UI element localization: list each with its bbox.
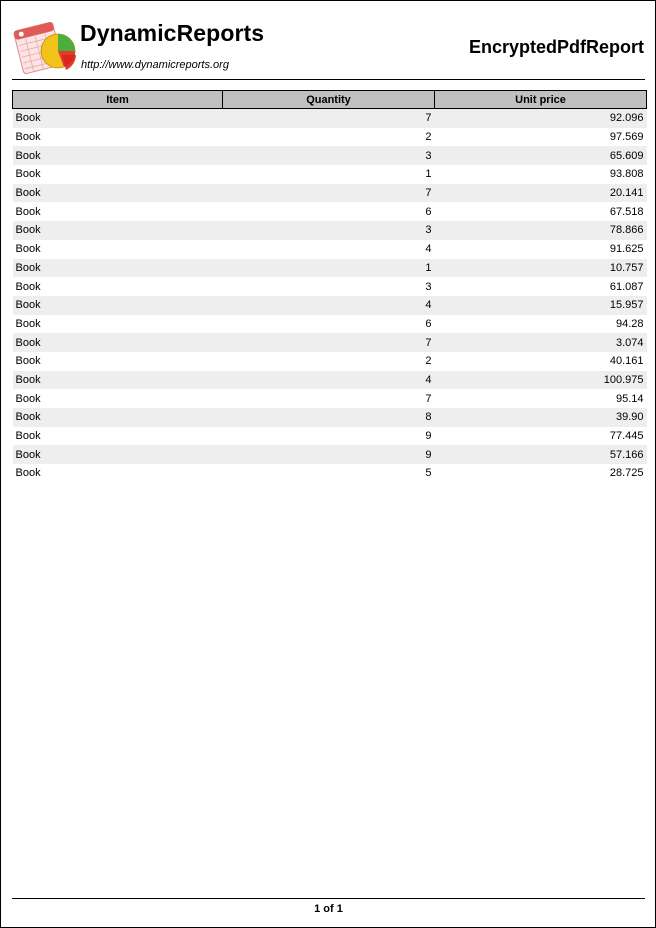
- cell-quantity: 6: [425, 205, 432, 218]
- cell-item: Book: [13, 184, 223, 203]
- table-row: [13, 464, 647, 483]
- table-row: [13, 146, 647, 165]
- table-row: [13, 445, 647, 464]
- cell-item: Book: [13, 109, 223, 128]
- cell-unit-price: 77.445: [609, 430, 644, 443]
- cell-unit-price: 91.625: [609, 243, 644, 256]
- cell-item: Book: [13, 408, 223, 427]
- cell-unit-price: 65.609: [435, 146, 647, 165]
- page-number: 1 of 1: [314, 903, 343, 915]
- cell-unit-price: 78.866: [435, 221, 647, 240]
- table-row: [13, 296, 647, 315]
- header-divider: [12, 79, 645, 80]
- table-row: [13, 240, 647, 259]
- report-table: [12, 90, 647, 483]
- cell-unit-price: 97.569: [609, 131, 644, 144]
- cell-unit-price: 93.808: [609, 168, 644, 181]
- dynamicreports-logo-icon: [12, 15, 78, 75]
- cell-unit-price: 15.957: [435, 296, 647, 315]
- cell-item: Book: [15, 467, 41, 480]
- table-row: [13, 408, 647, 427]
- cell-item: Book: [15, 205, 41, 218]
- cell-item: Book: [13, 333, 223, 352]
- column-header-quantity: Quantity: [223, 91, 435, 109]
- table-row: [13, 315, 647, 334]
- cell-quantity: 4: [425, 243, 432, 256]
- table-row: [13, 202, 647, 221]
- table-row: [13, 389, 647, 408]
- cell-quantity: 3: [223, 146, 435, 165]
- cell-item: Book: [15, 392, 41, 405]
- table-row: [13, 165, 647, 184]
- cell-item: Book: [13, 296, 223, 315]
- cell-unit-price: 57.166: [435, 445, 647, 464]
- cell-item: Book: [13, 259, 223, 278]
- cell-quantity: 7: [223, 109, 435, 128]
- cell-unit-price: 95.14: [615, 392, 644, 405]
- table-row: [13, 333, 647, 352]
- table-row: [13, 371, 647, 390]
- cell-quantity: 7: [223, 184, 435, 203]
- cell-item: Book: [13, 221, 223, 240]
- cell-quantity: 4: [223, 371, 435, 390]
- cell-item: Book: [15, 430, 41, 443]
- table-row: [13, 352, 647, 371]
- cell-unit-price: 28.725: [609, 467, 644, 480]
- cell-quantity: 6: [425, 317, 432, 330]
- cell-unit-price: 67.518: [609, 205, 644, 218]
- cell-quantity: 2: [425, 355, 432, 368]
- cell-item: Book: [13, 146, 223, 165]
- cell-item: Book: [15, 317, 41, 330]
- cell-quantity: 9: [223, 445, 435, 464]
- cell-unit-price: 100.975: [435, 371, 647, 390]
- report-title: EncryptedPdfReport: [468, 37, 644, 57]
- cell-item: Book: [15, 243, 41, 256]
- cell-unit-price: 94.28: [615, 317, 644, 330]
- column-header-item: Item: [13, 91, 223, 109]
- cell-item: Book: [15, 168, 41, 181]
- table-row: [13, 128, 647, 147]
- table-row: [13, 259, 647, 278]
- footer-divider: [12, 898, 645, 899]
- cell-item: Book: [13, 371, 223, 390]
- brand-url: http://www.dynamicreports.org: [81, 59, 229, 71]
- cell-unit-price: 20.141: [435, 184, 647, 203]
- table-header-row: [13, 91, 647, 109]
- report-header: [12, 11, 645, 79]
- brand-title: DynamicReports: [80, 20, 265, 46]
- cell-unit-price: 3.074: [435, 333, 647, 352]
- table-row: [13, 277, 647, 296]
- cell-quantity: 1: [223, 259, 435, 278]
- cell-item: Book: [15, 355, 41, 368]
- table-body: [13, 109, 647, 483]
- cell-unit-price: 39.90: [435, 408, 647, 427]
- column-header-unit-price: Unit price: [435, 91, 647, 109]
- table-row: [13, 221, 647, 240]
- cell-quantity: 5: [425, 467, 432, 480]
- cell-quantity: 7: [223, 333, 435, 352]
- cell-quantity: 4: [223, 296, 435, 315]
- cell-unit-price: 10.757: [435, 259, 647, 278]
- table-row: [13, 184, 647, 203]
- cell-quantity: 9: [425, 430, 432, 443]
- cell-item: Book: [15, 280, 41, 293]
- cell-quantity: 3: [425, 280, 432, 293]
- cell-quantity: 7: [425, 392, 432, 405]
- cell-quantity: 3: [223, 221, 435, 240]
- cell-quantity: 2: [425, 131, 432, 144]
- cell-quantity: 1: [425, 168, 432, 181]
- table-row: [13, 427, 647, 446]
- table-row: [13, 109, 647, 128]
- cell-item: Book: [15, 131, 41, 144]
- cell-unit-price: 40.161: [609, 355, 644, 368]
- cell-unit-price: 92.096: [435, 109, 647, 128]
- cell-unit-price: 61.087: [609, 280, 644, 293]
- cell-quantity: 8: [223, 408, 435, 427]
- cell-item: Book: [13, 445, 223, 464]
